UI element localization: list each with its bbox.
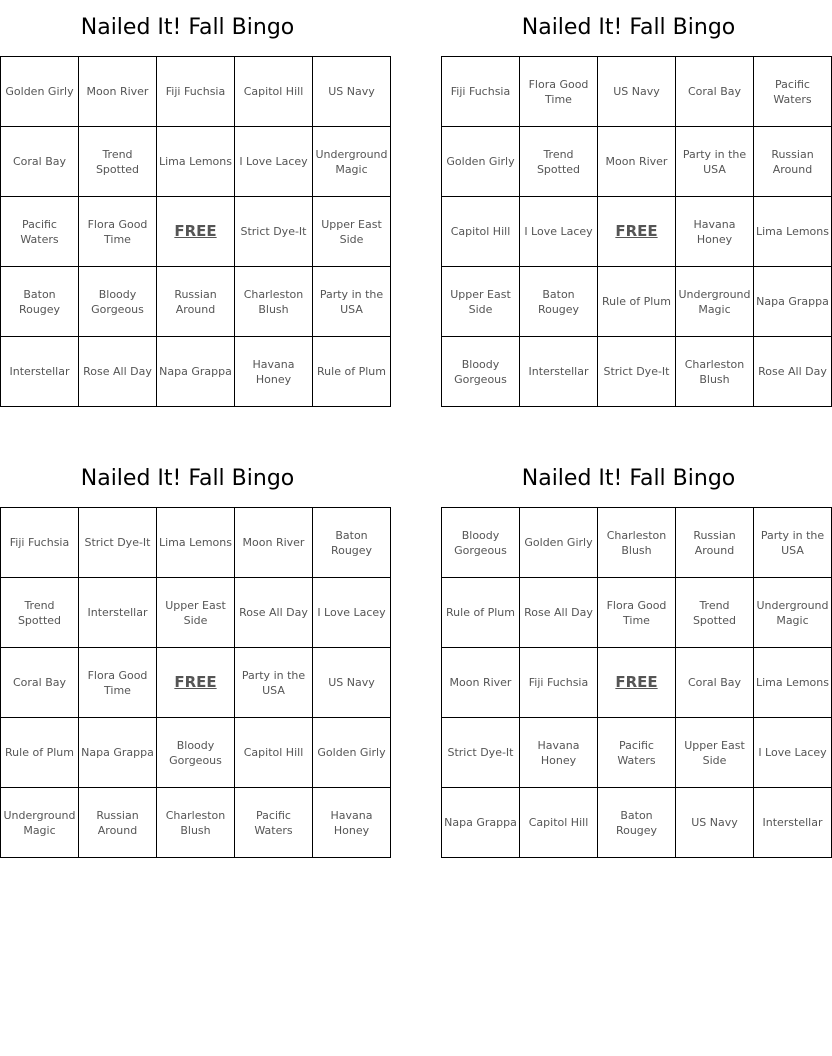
grid-row [1,127,391,197]
free-space: FREE [157,648,235,718]
bingo-cell: Rule of Plum [598,267,676,337]
grid-row [1,197,391,267]
bingo-cell: Baton Rougey [1,267,79,337]
bingo-cell: Rose All Day [79,337,157,407]
bingo-cell: Party in the USA [754,508,832,578]
bingo-cell: Trend Spotted [1,578,79,648]
grid-row [442,788,832,858]
bingo-card-2 [441,0,829,407]
bingo-cell: Fiji Fuchsia [157,57,235,127]
bingo-cell: Charleston Blush [676,337,754,407]
bingo-cell: Havana Honey [313,788,391,858]
bingo-cell: Capitol Hill [235,718,313,788]
bingo-cell: I Love Lacey [235,127,313,197]
bingo-cell: Russian Around [79,788,157,858]
free-space: FREE [157,197,235,267]
bingo-cell: Charleston Blush [157,788,235,858]
bingo-cell: Upper East Side [676,718,754,788]
free-space: FREE [598,648,676,718]
grid-row [1,578,391,648]
bingo-cell: Russian Around [157,267,235,337]
bingo-cell: Flora Good Time [79,197,157,267]
bingo-cell: Underground Magic [676,267,754,337]
bingo-cell: Underground Magic [754,578,832,648]
bingo-cell: Moon River [79,57,157,127]
bingo-cell: Flora Good Time [79,648,157,718]
bingo-cell: I Love Lacey [313,578,391,648]
bingo-cell: Interstellar [1,337,79,407]
bingo-cell: Trend Spotted [520,127,598,197]
bingo-cell: Coral Bay [676,648,754,718]
bingo-cell: Lima Lemons [157,127,235,197]
bingo-card-4 [441,451,829,858]
bingo-cell: Rule of Plum [313,337,391,407]
bingo-cell: Fiji Fuchsia [520,648,598,718]
bingo-cell: Capitol Hill [235,57,313,127]
bingo-cell: Coral Bay [1,127,79,197]
bingo-cell: Bloody Gorgeous [442,508,520,578]
bingo-grid [441,56,832,407]
bingo-cell: Rose All Day [520,578,598,648]
bingo-cell: Fiji Fuchsia [1,508,79,578]
bingo-cell: Russian Around [676,508,754,578]
bingo-cell: Capitol Hill [520,788,598,858]
bingo-cell: Interstellar [754,788,832,858]
bingo-grid [0,507,391,858]
bingo-cell: Golden Girly [520,508,598,578]
grid-row [442,197,832,267]
bingo-cell: Party in the USA [313,267,391,337]
bingo-cell: Interstellar [79,578,157,648]
bingo-cell: Napa Grappa [754,267,832,337]
bingo-cell: Moon River [442,648,520,718]
bingo-cell: Capitol Hill [442,197,520,267]
bingo-cell: Bloody Gorgeous [442,337,520,407]
grid-row [442,718,832,788]
grid-row [1,337,391,407]
bingo-cell: Flora Good Time [520,57,598,127]
bingo-cell: Charleston Blush [598,508,676,578]
bingo-cell: Underground Magic [313,127,391,197]
bingo-cell: Golden Girly [1,57,79,127]
bingo-cell: Baton Rougey [520,267,598,337]
bingo-cell: Havana Honey [520,718,598,788]
bingo-cell: Bloody Gorgeous [79,267,157,337]
bingo-cell: Lima Lemons [754,197,832,267]
bingo-cell: Havana Honey [235,337,313,407]
bingo-cell: Trend Spotted [79,127,157,197]
bingo-cell: Strict Dye-It [598,337,676,407]
grid-row [1,57,391,127]
bingo-cell: Pacific Waters [754,57,832,127]
bingo-cell: Baton Rougey [313,508,391,578]
bingo-cell: Interstellar [520,337,598,407]
bingo-cell: Fiji Fuchsia [442,57,520,127]
grid-row [1,267,391,337]
bingo-cell: Strict Dye-It [79,508,157,578]
bingo-cell: Rule of Plum [1,718,79,788]
grid-row [442,57,832,127]
bingo-cell: Napa Grappa [79,718,157,788]
bingo-cell: Pacific Waters [235,788,313,858]
bingo-cell: Rose All Day [235,578,313,648]
bingo-cell: Napa Grappa [157,337,235,407]
bingo-cell: Moon River [598,127,676,197]
free-space: FREE [598,197,676,267]
bingo-cell: US Navy [676,788,754,858]
grid-row [1,718,391,788]
bingo-cell: Baton Rougey [598,788,676,858]
bingo-cell: Coral Bay [1,648,79,718]
bingo-cell: Pacific Waters [598,718,676,788]
grid-row [1,788,391,858]
bingo-cell: Havana Honey [676,197,754,267]
grid-row [442,267,832,337]
bingo-cell: Party in the USA [676,127,754,197]
grid-row [442,648,832,718]
bingo-card-1 [0,0,388,407]
grid-row [1,508,391,578]
bingo-cell: I Love Lacey [754,718,832,788]
bingo-cell: Lima Lemons [754,648,832,718]
bingo-cell: Bloody Gorgeous [157,718,235,788]
bingo-grid [0,56,391,407]
bingo-cell: Rose All Day [754,337,832,407]
bingo-cell: Trend Spotted [676,578,754,648]
bingo-cell: Upper East Side [442,267,520,337]
bingo-cell: Strict Dye-It [442,718,520,788]
grid-row [1,648,391,718]
card-title: Nailed It! Fall Bingo [80,15,295,40]
bingo-cell: Upper East Side [313,197,391,267]
bingo-cell: Russian Around [754,127,832,197]
card-title: Nailed It! Fall Bingo [521,15,736,40]
bingo-cell: US Navy [313,57,391,127]
bingo-cell: Golden Girly [442,127,520,197]
bingo-grid [441,507,832,858]
card-title: Nailed It! Fall Bingo [80,466,295,491]
bingo-cell: Moon River [235,508,313,578]
bingo-cell: Coral Bay [676,57,754,127]
bingo-cell: Flora Good Time [598,578,676,648]
bingo-cell: Golden Girly [313,718,391,788]
bingo-cell: Charleston Blush [235,267,313,337]
grid-row [442,127,832,197]
bingo-cell: Napa Grappa [442,788,520,858]
grid-row [442,508,832,578]
bingo-cell: US Navy [313,648,391,718]
bingo-cell: I Love Lacey [520,197,598,267]
bingo-cell: Strict Dye-It [235,197,313,267]
grid-row [442,337,832,407]
bingo-cell: US Navy [598,57,676,127]
card-title: Nailed It! Fall Bingo [521,466,736,491]
bingo-cell: Upper East Side [157,578,235,648]
grid-row [442,578,832,648]
bingo-cell: Rule of Plum [442,578,520,648]
bingo-cell: Pacific Waters [1,197,79,267]
bingo-cell: Underground Magic [1,788,79,858]
bingo-cell: Lima Lemons [157,508,235,578]
bingo-cell: Party in the USA [235,648,313,718]
bingo-card-3 [0,451,386,858]
